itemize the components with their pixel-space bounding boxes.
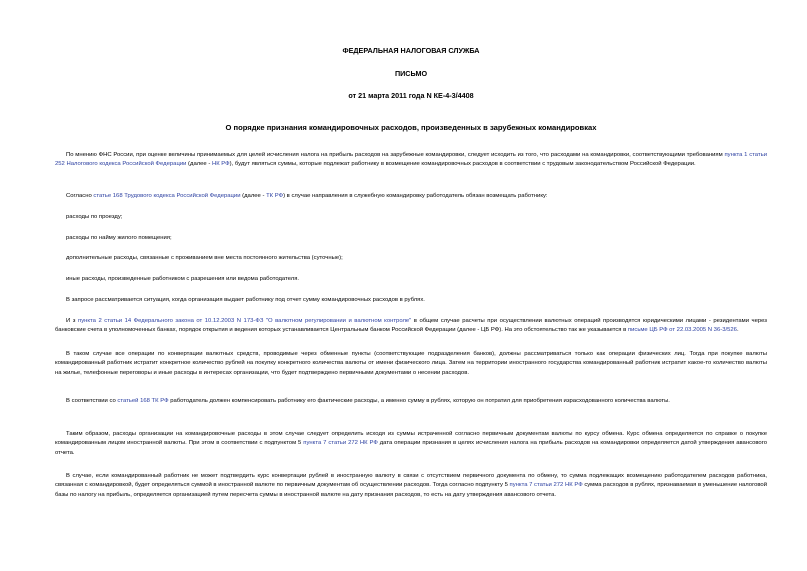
paragraph-1-text-a: По мнению ФНС России, при оценке величины принимаемых для целей исчисления налога на прибыль расходов на зарубежные командировки, следует исходить из того, что расходами на командировки, соответствующими требованиям — [66, 152, 725, 158]
link-federal-law-173[interactable]: пункта 2 статьи 14 Федерального закона от 10.12.2003 N 173-ФЗ "О валютном регулировании и валютном контроле" — [78, 318, 412, 324]
agency-title: ФЕДЕРАЛЬНАЯ НАЛОГОВАЯ СЛУЖБА — [342, 46, 480, 55]
paragraph-5: В таком случае все операции по конвертации валютных средств, проводимые через обменные пункты (соответствующие подразделения банков), должны рассматриваться только как операции физических лиц. Тогда при покупке валюты командированный работник истратит конкретное количество рублей на покупку конкретного количества валюты от имени физического лица. Затем на территории иностранного государства командированный работник истратит какое-то количество валюты на жилье, телефонные переговоры и иные расходы в интересах организации, что будет подтверждено первичными документами о несении расходов. — [55, 351, 767, 376]
list-item: расходы по найму жилого помещения; — [66, 235, 172, 241]
paragraph-6-text-a: В соответствии со — [66, 398, 118, 404]
paragraph-1-text-b: (далее - — [186, 161, 212, 168]
paragraph-6 — [55, 397, 767, 406]
list-item: дополнительные расходы, связанные с проживанием вне места постоянного жительства (суточные); — [66, 255, 343, 261]
paragraph-8 — [55, 472, 767, 500]
paragraph-2-text-c: ) в случае направления в служебную командировку работодатель обязан возмещать работнику: — [283, 193, 548, 199]
paragraph-7-text-b: дата операции признания в целях исчисления налога на прибыль расходов на командировки определяется датой утверждения авансового отчета. — [55, 440, 767, 456]
document-date-number: от 21 марта 2011 года N КЕ-4-3/4408 — [348, 91, 474, 100]
paragraph-4-text-b: в общем случае расчеты при осуществлении валютных операций производятся юридическими лицами - резидентами через банковские счета в уполномоченных банках, порядок открытия и ведения которых устанавливается Центральным банком Российской Федерации (далее - ЦБ РФ). На это обстоятельство так же указывается в — [55, 318, 767, 334]
paragraph-8-text-a: В случае, если командированный работник не может подтвердить курс конвертации рублей в иностранную валюту в связи с отсутствием первичного документа по обмену, то сумма подлежащих возмещению работодателем расходов работника, связанная с командировкой, будет определяться суммой в иностранной валюте по первичным документам об осуществлении расходов. Тогда согласно подпункту 5 — [55, 473, 767, 489]
list-item: расходы по проезду; — [66, 214, 123, 220]
paragraph-1-text-c: ), будут являться суммы, которые подлежат работнику в возмещение командировочных расходов в соответствии с трудовым законодательством Российской Федерации. — [229, 161, 696, 168]
list-item: иные расходы, произведенные работником с разрешения или ведома работодателя. — [66, 276, 300, 282]
paragraph-1 — [55, 151, 767, 170]
link-tk-article-168[interactable]: статьей 168 ТК РФ — [117, 398, 169, 404]
document-type: ПИСЬМО — [394, 69, 428, 78]
document-subject: О порядке признания командировочных расходов, произведенных в зарубежных командировках — [225, 123, 597, 132]
link-nk-rf[interactable]: НК РФ — [211, 161, 230, 168]
paragraph-3: В запросе рассматривается ситуация, когда организация выдает работнику под отчет сумму командировочных расходов в рублях. — [66, 297, 425, 303]
paragraph-6-text-b: работодатель должен компенсировать работнику его фактические расходы, а именно сумму в рублях, которую он потратил для приобретения израсходованного количества валюты. — [168, 398, 670, 404]
paragraph-8-text-b: сумма расходов в рублях, признаваемая в уменьшение налоговой базы по налогу на прибыль, определяется организацией путем пересчета суммы в иностранной валюте на дату признания расходов, то есть на дату утверждения авансового отчета. — [55, 482, 767, 498]
link-tk-rf[interactable]: ТК РФ — [266, 193, 284, 199]
link-nk-article-252[interactable]: пункта 1 статьи 252 Налогового кодекса Российской Федерации — [55, 152, 767, 168]
link-tk-article-168[interactable]: статье 168 Трудового кодекса Российской Федерации — [93, 193, 241, 199]
paragraph-7 — [55, 430, 767, 458]
paragraph-4-text-c: . — [736, 327, 739, 334]
paragraph-7-text-a: Таким образом, расходы организации на командировочные расходы в этом случае следует определить исходя из суммы истраченной согласно первичным документам валюты по курсу обмена. Курс обмена определяется по справке о покупке командированным лицом иностранной валюты. При этом в соответствии с подпунктом 5 — [55, 431, 767, 447]
link-nk-article-272[interactable]: пункта 7 статьи 272 НК РФ — [303, 440, 378, 447]
paragraph-4-text-a: И з — [66, 318, 78, 324]
link-cbr-letter[interactable]: письме ЦБ РФ от 22.03.2005 N 36-3/526 — [627, 327, 737, 334]
link-nk-article-272[interactable]: пункта 7 статьи 272 НК РФ — [509, 482, 583, 489]
paragraph-4 — [55, 317, 767, 336]
paragraph-2-text-a: Согласно — [66, 193, 94, 199]
paragraph-2 — [55, 192, 767, 201]
paragraph-2-text-b: (далее - — [240, 193, 267, 199]
